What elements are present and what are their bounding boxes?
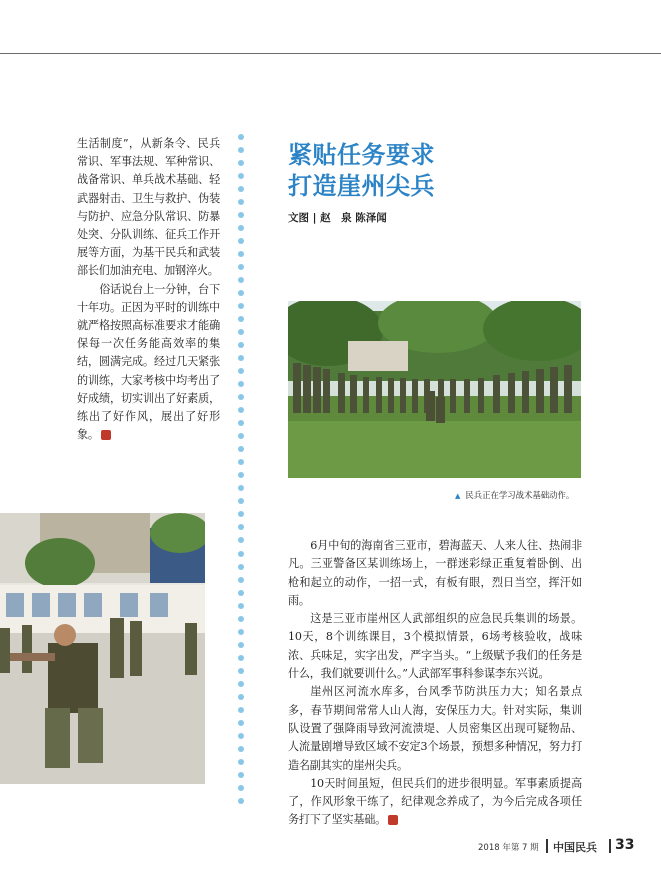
photo-militia-training-field (288, 301, 581, 478)
left-paragraph-2 (77, 281, 220, 445)
divider-dot (238, 720, 244, 726)
left-paragraph-2-text: 俗话说台上一分钟，台下十年功。正因为平时的训练中就严格按照高标准要求才能确保每一次任务能高效率的集结，圆满完成。经过几天紧张的训练，大家考核中均考出了好成绩，切实训出了好素质，练出了好作风，展出了好形象。 (77, 282, 220, 442)
title-line-2: 打造崖州尖兵 (288, 172, 435, 200)
divider-dot (238, 798, 244, 804)
divider-dot (238, 186, 244, 192)
left-paragraph-1: 生活制度”，从新条令、民兵常识、军事法规、军种常识、战备常识、单兵战术基础、轻武器射击、卫生与救护、伪装与防护、应急分队常识、防暴处突、分队训练、征兵工作开展等方面，为基干民兵和武装部长们加油充电、加钢淬火。 (77, 137, 220, 278)
divider-dot (238, 225, 244, 231)
end-mark-icon: ■ (388, 815, 398, 825)
byline: 文图 | 赵 泉 陈泽闻 (288, 212, 387, 224)
divider-dot (238, 394, 244, 400)
divider-dot (238, 316, 244, 322)
divider-dot (238, 251, 244, 257)
divider-dot (238, 459, 244, 465)
divider-dot (238, 160, 244, 166)
divider-dot (238, 329, 244, 335)
divider-dot (238, 655, 244, 661)
footer-divider (609, 839, 611, 853)
photo-militia-drill-courtyard (0, 513, 205, 784)
divider-dot (238, 629, 244, 635)
photo-caption-text: 民兵正在学习战术基础动作。 (465, 490, 575, 500)
divider-dot (238, 420, 244, 426)
training-photo-bottom (0, 513, 205, 784)
divider-dot (238, 381, 244, 387)
magazine-name: 中国民兵 (553, 841, 597, 854)
divider-dot (238, 277, 244, 283)
training-photo-top (288, 301, 581, 478)
divider-dot (238, 446, 244, 452)
divider-dot (238, 707, 244, 713)
divider-dot (238, 355, 244, 361)
divider-dot (238, 368, 244, 374)
photo-caption (455, 489, 574, 501)
body-paragraph-3: 崖州区河流水库多，台风季节防洪压力大；知名景点多，春节期间常常人山人海，安保压力大。针对实际，集训队设置了强降雨导致河流溃堤、人员密集区出现可疑物品、人流量剧增导致区域不安定3个场景，预想多种情况，努力打造名副其实的崖州尖兵。 (288, 685, 582, 772)
divider-dot (238, 147, 244, 153)
divider-dot (238, 694, 244, 700)
divider-dot (238, 407, 244, 413)
page-number: 33 (615, 837, 635, 853)
divider-dot (238, 577, 244, 583)
divider-dot (238, 564, 244, 570)
divider-dot (238, 498, 244, 504)
divider-dot (238, 134, 244, 140)
left-column-text (77, 135, 220, 444)
dotted-divider (237, 134, 245, 804)
top-rule (0, 53, 661, 54)
end-mark-icon: ■ (101, 430, 111, 440)
divider-dot (238, 264, 244, 270)
divider-dot (238, 238, 244, 244)
body-paragraph-4-text: 10天时间虽短，但民兵们的进步很明显。军事素质提高了，作风形象干练了，纪律观念养成了，为今后完成各项任务打下了坚实基础。 (288, 776, 582, 827)
divider-dot (238, 212, 244, 218)
divider-dot (238, 733, 244, 739)
divider-dot (238, 746, 244, 752)
body-paragraph-4 (288, 775, 582, 830)
divider-dot (238, 433, 244, 439)
divider-dot (238, 603, 244, 609)
divider-dot (238, 290, 244, 296)
divider-dot (238, 511, 244, 517)
divider-dot (238, 616, 244, 622)
divider-dot (238, 173, 244, 179)
divider-dot (238, 785, 244, 791)
divider-dot (238, 551, 244, 557)
title-line-1: 紧贴任务要求 (288, 141, 435, 169)
divider-dot (238, 485, 244, 491)
divider-dot (238, 759, 244, 765)
divider-dot (238, 590, 244, 596)
body-paragraph-1: 6月中旬的海南省三亚市，碧海蓝天、人来人往、热闹非凡。三亚警备区某训练场上，一群迷彩绿正重复着卧倒、出枪和起立的动作，一招一式，有板有眼，烈日当空，挥汗如雨。 (288, 539, 582, 607)
divider-dot (238, 772, 244, 778)
body-paragraph-2: 这是三亚市崖州区人武部组织的应急民兵集训的场景。10天，8个训练课目，3个模拟情景，6场考核验收，战味浓、兵味足，实字出发，严字当头。“上级赋予我们的任务是什么，我们就要训什么。”人武部军事科参谋李东兴说。 (288, 612, 582, 681)
divider-dot (238, 668, 244, 674)
divider-dot (238, 342, 244, 348)
footer-divider (546, 839, 548, 853)
article-title (288, 140, 435, 202)
divider-dot (238, 303, 244, 309)
divider-dot (238, 472, 244, 478)
divider-dot (238, 199, 244, 205)
article-body (288, 537, 582, 830)
triangle-up-icon: ▲ (455, 492, 461, 500)
divider-dot (238, 642, 244, 648)
divider-dot (238, 524, 244, 530)
divider-dot (238, 681, 244, 687)
divider-dot (238, 537, 244, 543)
page-footer (460, 837, 635, 854)
issue-label: 2018 年第 7 期 (478, 843, 539, 853)
